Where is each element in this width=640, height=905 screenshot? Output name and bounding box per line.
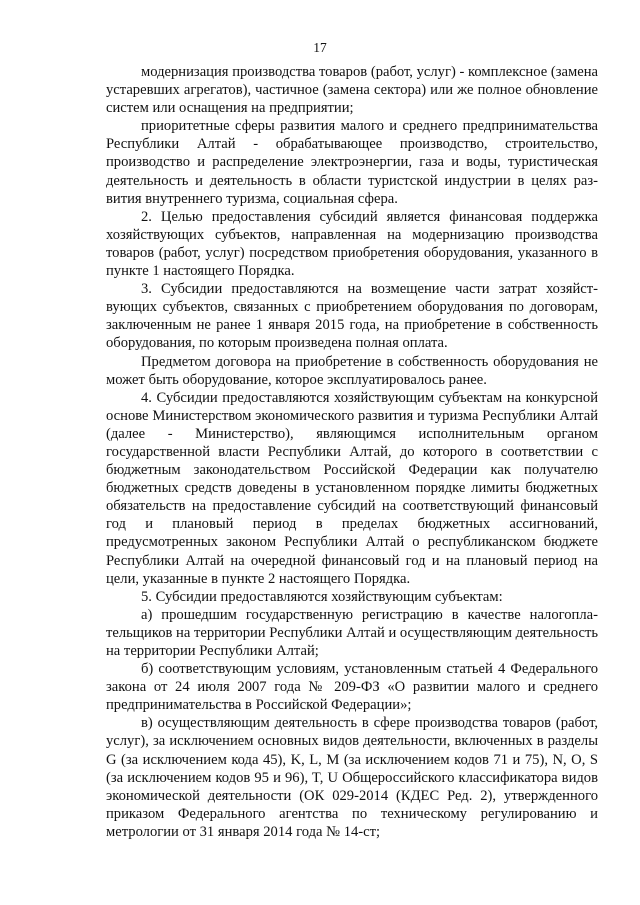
paragraph-clause-5a: а) прошедшим государственную регистрацию в качестве налогоплательщиков на территории Республики Алтай и осуществляющим деятельность на территории Республики Алтай; xyxy=(106,606,598,659)
paragraph-clause-5b: б) соответствующим условиям, установленным статьей 4 Федерального закона от 24 июля 2007 года № 209-ФЗ «О развитии малого и среднего предпринимательства в Российской Федерации»; xyxy=(106,661,598,714)
paragraph-modernization-definition: модернизация производства товаров (работ, услуг) - комплексное (замена устаревших агрегатов), частичное (замена сектора) или же полное обновление систем или оснащения на предприятии; xyxy=(106,64,598,117)
paragraph-clause-3: 3. Субсидии предоставляются на возмещение части затрат хозяйствующих субъектов, связанных с приобретением оборудования по договорам, заключенным не ранее 1 января 2015 года, на приобретение в собственность оборудования, по которым произведена полная оплата. xyxy=(106,281,598,352)
document-body xyxy=(106,63,598,841)
paragraph-clause-5: 5. Субсидии предоставляются хозяйствующим субъектам: xyxy=(141,588,503,605)
paragraph-clause-4: 4. Субсидии предоставляются хозяйствующим субъектам на конкурсной основе Министерством экономического развития и туризма Республики Алтай (далее - Министерство), являющимся исполнительным органом государственной власти Республики Алтай, до которого в соответствии с бюджетным законодательством Российской Федерации как получателю бюджетных средств доведены в установленном порядке лимиты бюджетных обязательств на предоставление субсидий на соответствующий финансовый год и плановый период в пределах бюджетных ассигнований, предусмотренных законом Республики Алтай о республиканском бюджете Республики Алтай на очередной финансовый год и на плановый период на цели, указанные в пункте 2 настоящего Порядка. xyxy=(106,389,598,587)
paragraph-clause-5v: в) осуществляющим деятельность в сфере производства товаров (работ, услуг), за исключением основных видов деятельности, включенных в разделы G (за исключением кода 45), K, L, M (за исключением кодов 71 и 75), N, O, S (за исключением кодов 95 и 96), T, U Общероссийского классификатора видов экономической деятельности (ОК 029-2014 (КДЕС Ред. 2), утвержденного приказом Федерального агентства по техническому регулированию и метрологии от 31 января 2014 года № 14-ст; xyxy=(106,715,598,840)
page-number: 17 xyxy=(313,40,327,55)
paragraph-priority-spheres: приоритетные сферы развития малого и среднего предпринимательства Республики Алтай - обрабатывающее производство, строительство, производство и распределение электроэнергии, газа и воды, туристическая деятельность и деятельность в области туристской индустрии в целях развития внутреннего туризма, социальная сфера. xyxy=(106,118,598,207)
paragraph-contract-subject: Предметом договора на приобретение в собственность оборудования не может быть оборудование, которое эксплуатировалось ранее. xyxy=(106,353,598,388)
paragraph-clause-2: 2. Целью предоставления субсидий является финансовая поддержка хозяйствующих субъектов, направленная на модернизацию производства товаров (работ, услуг) посредством приобретения оборудования, указанного в пункте 1 настоящего Порядка. xyxy=(106,208,598,280)
